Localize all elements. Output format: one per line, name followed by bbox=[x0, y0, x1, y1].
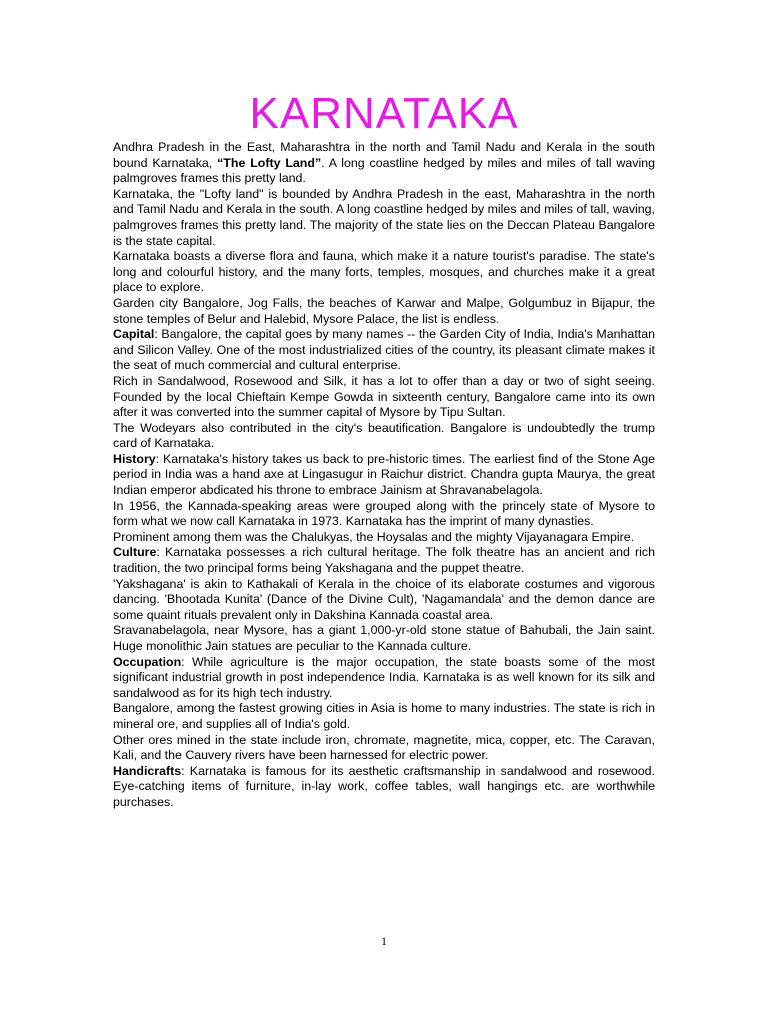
body-text bbox=[113, 140, 655, 811]
paragraph bbox=[113, 374, 655, 421]
paragraph-text: Prominent among them was the Chalukyas, the Hoysalas and the mighty Vijayanagara Empire. bbox=[113, 529, 635, 544]
paragraph bbox=[113, 327, 655, 374]
paragraph-text: Rich in Sandalwood, Rosewood and Silk, it has a lot to offer than a day or two of sight seeing. Founded by the local Chieftain Kempe Gowda in sixteenth century, Bangalore came into its own after it was converted into the summer capital of Mysore by Tipu Sultan. bbox=[113, 373, 655, 420]
paragraph-text: Garden city Bangalore, Jog Falls, the beaches of Karwar and Malpe, Golgumbuz in Bijapur, the stone temples of Belur and Halebid, Mysore Palace, the list is endless. bbox=[113, 295, 655, 326]
paragraph-text: Other ores mined in the state include iron, chromate, magnetite, mica, copper, etc. The Caravan, Kali, and the Cauvery rivers have been harnessed for electric power. bbox=[113, 732, 655, 763]
paragraph bbox=[113, 530, 655, 546]
section-heading: Occupation bbox=[113, 654, 182, 669]
section-heading: Capital bbox=[113, 327, 155, 342]
paragraph bbox=[113, 764, 655, 811]
paragraph-text: : Karnataka is famous for its aesthetic craftsmanship in sandalwood and rosewood. Eye-catching items of furniture, in-lay work, coffee tables, wall hangings etc. are worthwhile purchases. bbox=[113, 763, 655, 809]
paragraph bbox=[113, 421, 655, 452]
paragraph-text: : Karnataka's history takes us back to pre-historic times. The earliest find of the Stone Age period in India was a hand axe at Lingasugur in Raichur district. Chandra gupta Maurya, the great Indian emperor abdicated his throne to embrace Jainism at Shravanabelagola. bbox=[113, 451, 655, 498]
paragraph-text: In 1956, the Kannada-speaking areas were grouped along with the princely state of Mysore to form what we now call Karnataka in 1973. Karnataka has the imprint of many dynasties. bbox=[113, 498, 655, 529]
paragraph bbox=[113, 733, 655, 764]
paragraph bbox=[113, 623, 655, 654]
paragraph-text: Karnataka boasts a diverse flora and fauna, which make it a nature tourist's paradise. The state's long and colourful history, and the many forts, temples, mosques, and churches make it a great place to explore. bbox=[113, 249, 655, 295]
section-heading: Handicrafts bbox=[113, 763, 182, 778]
paragraph bbox=[113, 545, 655, 576]
paragraph bbox=[113, 499, 655, 530]
paragraph bbox=[113, 577, 655, 624]
paragraph-text: . A long coastline hedged by miles and miles of tall waving palmgroves frames this pretty land. bbox=[113, 155, 655, 186]
paragraph-text: Karnataka, the "Lofty land" is bounded by Andhra Pradesh in the east, Maharashtra in the north and Tamil Nadu and Kerala in the south. A long coastline hedged by miles and miles of tall, waving, palmgroves frames this pretty land. The majority of the state lies on the Deccan Plateau Bangalore is the state capital. bbox=[113, 186, 655, 248]
page-number: 1 bbox=[381, 934, 387, 948]
paragraph bbox=[113, 249, 655, 296]
section-heading: History bbox=[113, 451, 156, 466]
paragraph-text: 'Yakshagana' is akin to Kathakali of Kerala in the choice of its elaborate costumes and vigorous dancing. 'Bhootada Kunita' (Dance of the Divine Cult), 'Nagamandala' and the demon dance are some quaint rituals prevalent only in Dakshina Kannada coastal area. bbox=[113, 576, 655, 622]
paragraph bbox=[113, 140, 655, 187]
paragraph bbox=[113, 452, 655, 499]
paragraph bbox=[113, 655, 655, 702]
paragraph-text: The Wodeyars also contributed in the city's beautification. Bangalore is undoubtedly the trump card of Karnataka. bbox=[113, 420, 655, 451]
paragraph bbox=[113, 296, 655, 327]
paragraph-text: : While agriculture is the major occupation, the state boasts some of the most significant industrial growth in post independence India. Karnataka is as well known for its silk and sandalwood as for its high tech industry. bbox=[113, 654, 655, 700]
paragraph bbox=[113, 187, 655, 249]
paragraph bbox=[113, 701, 655, 732]
paragraph-text: : Bangalore, the capital goes by many names -- the Garden City of India, India's Manhattan and Silicon Valley. One of the most industrialized cities of the country, its pleasant climate makes it the seat of much commercial and cultural enterprise. bbox=[113, 327, 655, 373]
paragraph-text: Bangalore, among the fastest growing cities in Asia is home to many industries. The state is rich in mineral ore, and supplies all of India's gold. bbox=[113, 701, 655, 731]
section-heading: Culture bbox=[113, 545, 157, 560]
paragraph-text: Sravanabelagola, near Mysore, has a giant 1,000-yr-old stone statue of Bahubali, the Jain saint. Huge monolithic Jain statues are peculiar to the Kannada culture. bbox=[113, 623, 655, 653]
bold-phrase: “The Lofty Land” bbox=[217, 155, 322, 170]
paragraph-text: : Karnataka possesses a rich cultural heritage. The folk theatre has an ancient and rich tradition, the two principal forms being Yakshagana and the puppet theatre. bbox=[113, 545, 655, 576]
page-title: KARNATAKA bbox=[249, 89, 519, 138]
paragraph-text: Andhra Pradesh in the East, Maharashtra in the north and Tamil Nadu and Kerala in the south bound Karnataka, bbox=[113, 140, 655, 170]
